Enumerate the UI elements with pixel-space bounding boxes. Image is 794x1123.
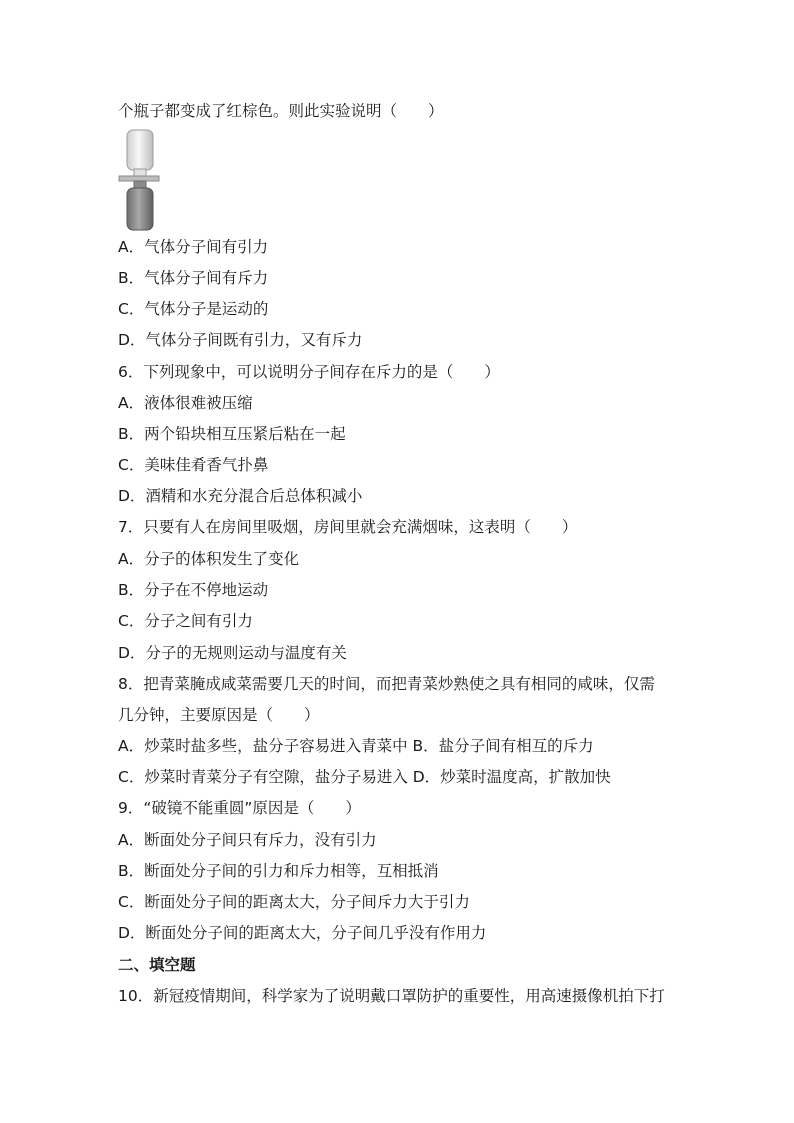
question-9: 9．“破镜不能重圆”原因是（ ） [118, 799, 361, 817]
option-d: D．断面处分子间的距离太大，分子间几乎没有作用力 [118, 924, 487, 942]
option-c: C．分子之间有引力 [118, 612, 253, 630]
question-6: 6．下列现象中，可以说明分子间存在斥力的是（ ） [118, 363, 500, 381]
option-a: A．气体分子间有引力 [118, 238, 269, 256]
question-7: 7．只要有人在房间里吸烟，房间里就会充满烟味，这表明（ ） [118, 518, 578, 536]
option-b: B．断面处分子间的引力和斥力相等，互相抵消 [118, 862, 439, 880]
option-a: A．分子的体积发生了变化 [118, 550, 300, 568]
section-heading: 二、填空题 [118, 956, 196, 974]
question-8: 8．把青菜腌成咸菜需要几天的时间，而把青菜炒熟使之具有相同的咸味，仅需 [118, 675, 655, 693]
question-8-continuation: 几分钟，主要原因是（ ） [118, 706, 320, 724]
two-gas-bottles-diagram [118, 128, 160, 232]
option-a: A．液体很难被压缩 [118, 394, 253, 412]
question-10: 10．新冠疫情期间，科学家为了说明戴口罩防护的重要性，用高速摄像机拍下打 [118, 987, 665, 1005]
option-a: A．断面处分子间只有斥力，没有引力 [118, 831, 377, 849]
option-c: C．断面处分子间的距离太大，分子间斥力大于引力 [118, 893, 470, 911]
option-b: B．气体分子间有斥力 [118, 269, 269, 287]
option-d: D．酒精和水充分混合后总体积减小 [118, 487, 363, 505]
option-d: D．分子的无规则运动与温度有关 [118, 644, 347, 662]
option-c: C．美味佳肴香气扑鼻 [118, 456, 269, 474]
option-b: B．分子在不停地运动 [118, 581, 269, 599]
option-b: B．两个铅块相互压紧后粘在一起 [118, 425, 346, 443]
question-continuation: 个瓶子都变成了红棕色。则此实验说明（ ） [118, 102, 444, 120]
options-a-b: A．炒菜时盐多些，盐分子容易进入青菜中 B．盐分子间有相互的斥力 [118, 737, 594, 755]
options-c-d: C．炒菜时青菜分子有空隙，盐分子易进入 D．炒菜时温度高，扩散加快 [118, 768, 611, 786]
option-c: C．气体分子是运动的 [118, 300, 269, 318]
option-d: D．气体分子间既有引力，又有斥力 [118, 331, 363, 349]
